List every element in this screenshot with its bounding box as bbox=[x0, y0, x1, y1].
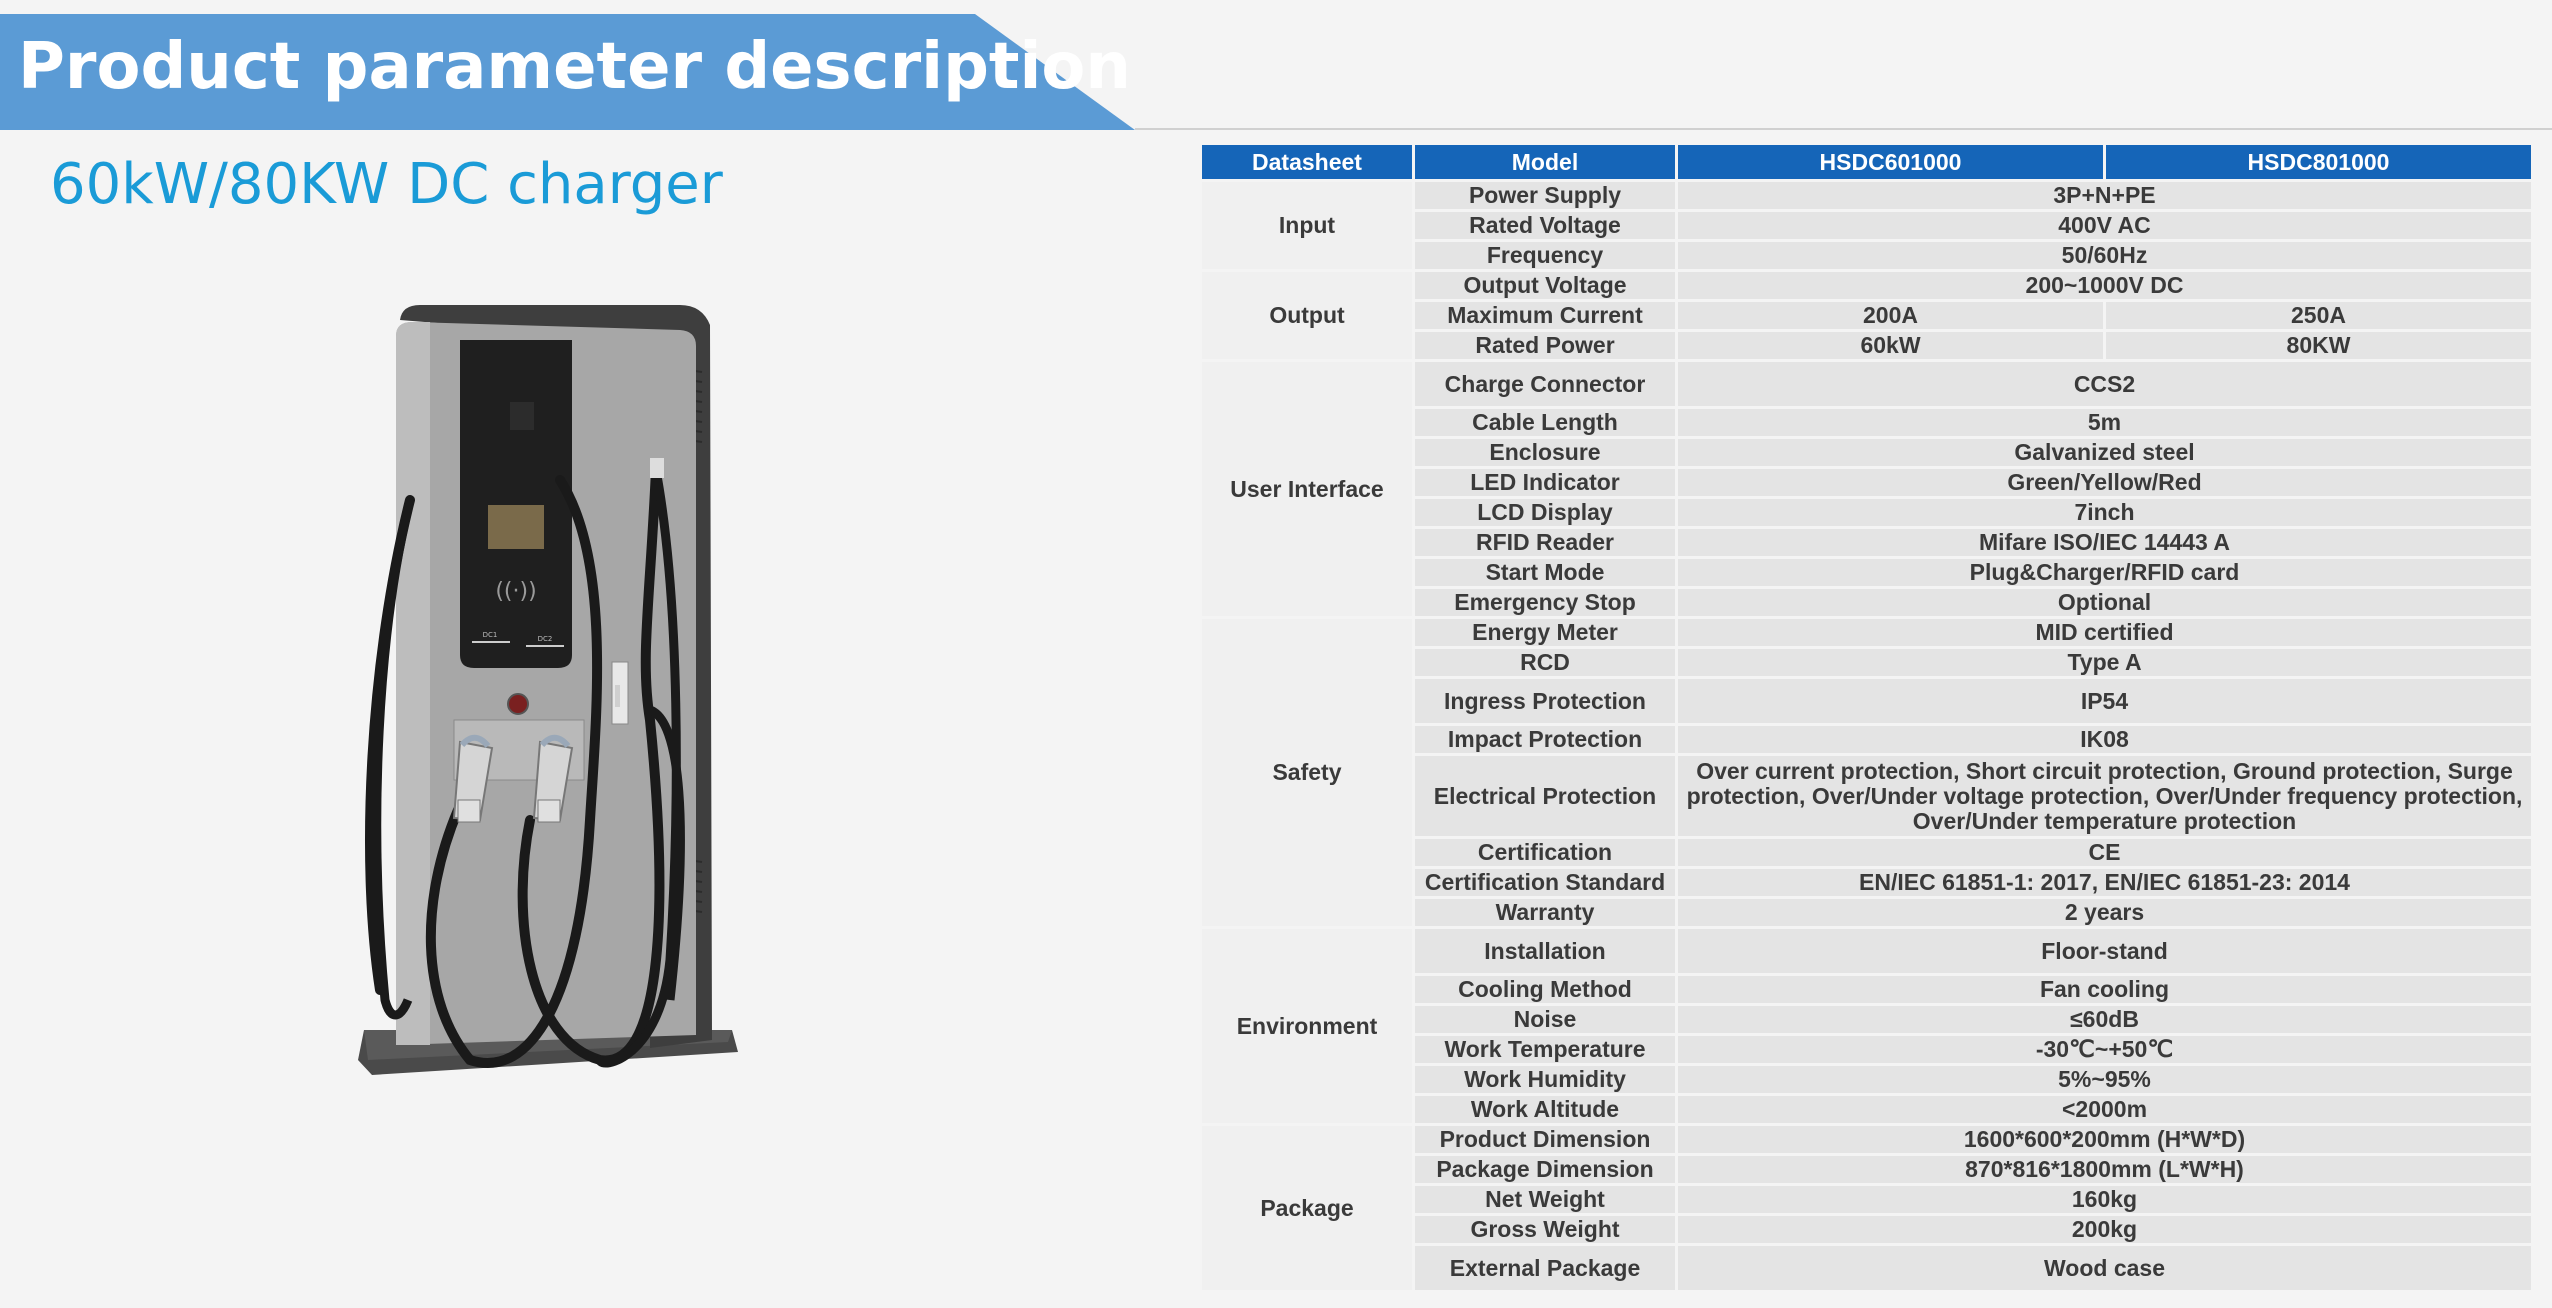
param-label: Maximum Current bbox=[1415, 302, 1675, 329]
param-label: Frequency bbox=[1415, 242, 1675, 269]
param-value: Optional bbox=[1678, 589, 2531, 616]
header-model: Model bbox=[1415, 145, 1675, 179]
param-value: Mifare ISO/IEC 14443 A bbox=[1678, 529, 2531, 556]
table-row bbox=[1202, 182, 2531, 209]
param-label: Enclosure bbox=[1415, 439, 1675, 466]
param-value: Green/Yellow/Red bbox=[1678, 469, 2531, 496]
param-label: Ingress Protection bbox=[1415, 679, 1675, 723]
param-value-60kw: 60kW bbox=[1678, 332, 2103, 359]
param-value: ≤60dB bbox=[1678, 1006, 2531, 1033]
dc1-label: DC1 bbox=[482, 631, 498, 639]
table-row bbox=[1202, 619, 2531, 646]
param-label: Product Dimension bbox=[1415, 1126, 1675, 1153]
param-label: Installation bbox=[1415, 929, 1675, 973]
param-label: Gross Weight bbox=[1415, 1216, 1675, 1243]
param-label: Certification Standard bbox=[1415, 869, 1675, 896]
param-value: MID certified bbox=[1678, 619, 2531, 646]
param-label: Certification bbox=[1415, 839, 1675, 866]
param-value: IK08 bbox=[1678, 726, 2531, 753]
param-value: IP54 bbox=[1678, 679, 2531, 723]
param-value: Type A bbox=[1678, 649, 2531, 676]
param-value: 50/60Hz bbox=[1678, 242, 2531, 269]
param-label: Cooling Method bbox=[1415, 976, 1675, 1003]
param-label: Charge Connector bbox=[1415, 362, 1675, 406]
side-holder bbox=[650, 458, 664, 478]
param-label: LCD Display bbox=[1415, 499, 1675, 526]
param-value: CCS2 bbox=[1678, 362, 2531, 406]
group-environment: Environment bbox=[1202, 929, 1412, 1123]
table-header-row bbox=[1202, 145, 2531, 179]
nfc-symbol: ((·)) bbox=[495, 579, 537, 604]
dc2-label: DC2 bbox=[537, 635, 553, 643]
table-row bbox=[1202, 929, 2531, 973]
table-row bbox=[1202, 1126, 2531, 1153]
display-panel bbox=[460, 340, 572, 668]
param-value: Over current protection, Short circuit protection, Ground protection, Surge protection, Over/Under voltage protection, Over/Under frequency protection, Over/Under temperature protection bbox=[1678, 756, 2531, 836]
param-value: 2 years bbox=[1678, 899, 2531, 926]
param-label: RFID Reader bbox=[1415, 529, 1675, 556]
param-label: Noise bbox=[1415, 1006, 1675, 1033]
param-label: Start Mode bbox=[1415, 559, 1675, 586]
spec-table bbox=[1199, 142, 2534, 1293]
param-value: 160kg bbox=[1678, 1186, 2531, 1213]
param-label: Electrical Protection bbox=[1415, 756, 1675, 836]
param-label: LED Indicator bbox=[1415, 469, 1675, 496]
param-label: Work Humidity bbox=[1415, 1066, 1675, 1093]
table-row bbox=[1202, 362, 2531, 406]
param-label: Work Temperature bbox=[1415, 1036, 1675, 1063]
header-hsdc801000: HSDC801000 bbox=[2106, 145, 2531, 179]
param-label: Rated Power bbox=[1415, 332, 1675, 359]
param-label: RCD bbox=[1415, 649, 1675, 676]
group-output: Output bbox=[1202, 272, 1412, 359]
group-input: Input bbox=[1202, 182, 1412, 269]
group-user-interface: User Interface bbox=[1202, 362, 1412, 616]
param-value: EN/IEC 61851-1: 2017, EN/IEC 61851-23: 2014 bbox=[1678, 869, 2531, 896]
param-value: 5%~95% bbox=[1678, 1066, 2531, 1093]
param-value: 200~1000V DC bbox=[1678, 272, 2531, 299]
param-value: 5m bbox=[1678, 409, 2531, 436]
group-package: Package bbox=[1202, 1126, 1412, 1290]
param-label: Emergency Stop bbox=[1415, 589, 1675, 616]
group-safety: Safety bbox=[1202, 619, 1412, 926]
param-label: Output Voltage bbox=[1415, 272, 1675, 299]
param-value: 200kg bbox=[1678, 1216, 2531, 1243]
param-value: Plug&Charger/RFID card bbox=[1678, 559, 2531, 586]
param-value: -30℃~+50℃ bbox=[1678, 1036, 2531, 1063]
param-value: CE bbox=[1678, 839, 2531, 866]
lcd-screen bbox=[488, 505, 544, 549]
param-value: 7inch bbox=[1678, 499, 2531, 526]
param-label: Impact Protection bbox=[1415, 726, 1675, 753]
table-row bbox=[1202, 272, 2531, 299]
param-value: 3P+N+PE bbox=[1678, 182, 2531, 209]
page-title: Product parameter description bbox=[18, 30, 1131, 104]
param-label: Rated Voltage bbox=[1415, 212, 1675, 239]
camera-window bbox=[510, 402, 534, 430]
param-label: Energy Meter bbox=[1415, 619, 1675, 646]
param-label: External Package bbox=[1415, 1246, 1675, 1290]
header-rule bbox=[1135, 128, 2552, 130]
param-value: Wood case bbox=[1678, 1246, 2531, 1290]
param-value: Fan cooling bbox=[1678, 976, 2531, 1003]
emergency-stop bbox=[508, 694, 528, 714]
header-hsdc601000: HSDC601000 bbox=[1678, 145, 2103, 179]
param-value: 400V AC bbox=[1678, 212, 2531, 239]
param-value: Floor-stand bbox=[1678, 929, 2531, 973]
param-label: Cable Length bbox=[1415, 409, 1675, 436]
param-label: Package Dimension bbox=[1415, 1156, 1675, 1183]
param-value: <2000m bbox=[1678, 1096, 2531, 1123]
param-value-60kw: 200A bbox=[1678, 302, 2103, 329]
param-value: 870*816*1800mm (L*W*H) bbox=[1678, 1156, 2531, 1183]
param-label: Work Altitude bbox=[1415, 1096, 1675, 1123]
param-label: Warranty bbox=[1415, 899, 1675, 926]
param-value-80kw: 250A bbox=[2106, 302, 2531, 329]
param-label: Net Weight bbox=[1415, 1186, 1675, 1213]
product-subtitle: 60kW/80KW DC charger bbox=[50, 152, 723, 217]
dc-charger-image bbox=[350, 300, 750, 1100]
param-value: 1600*600*200mm (H*W*D) bbox=[1678, 1126, 2531, 1153]
param-label: Power Supply bbox=[1415, 182, 1675, 209]
param-value-80kw: 80KW bbox=[2106, 332, 2531, 359]
header-datasheet: Datasheet bbox=[1202, 145, 1412, 179]
param-value: Galvanized steel bbox=[1678, 439, 2531, 466]
